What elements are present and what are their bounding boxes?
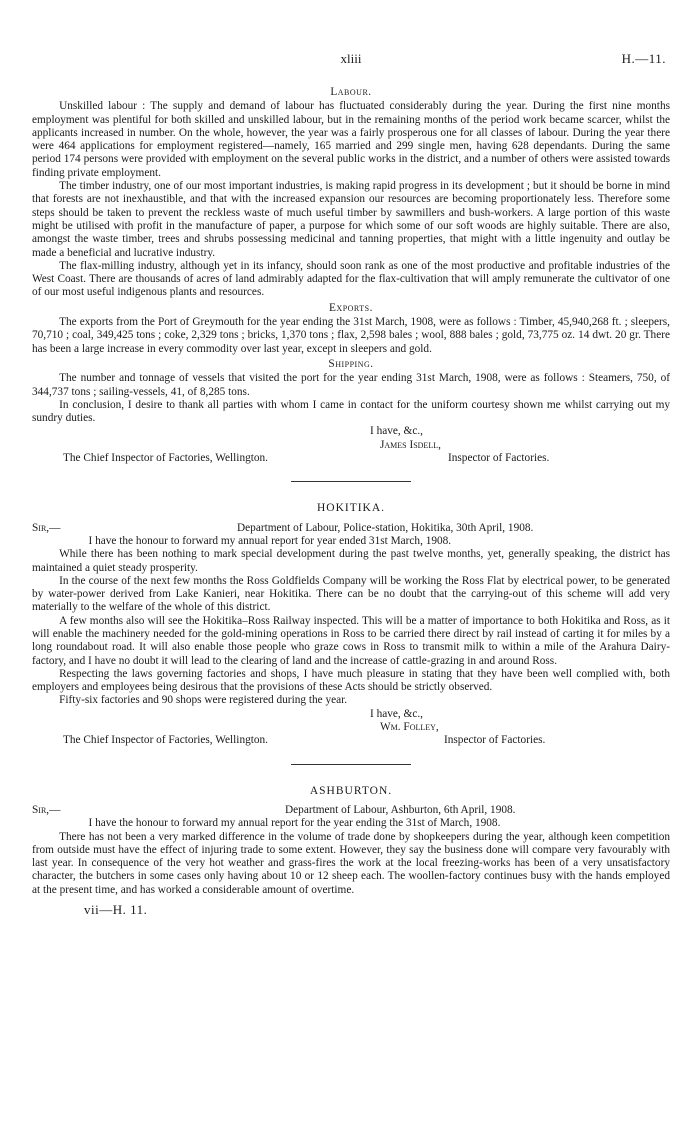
shipping-paragraph: The number and tonnage of vessels that visited the port for the year ending 31st March, 1908, were as follows : Steamers, 750, of 344,737 tons ; sailing-vessels, 41, of 8,285 tons. [32,372,670,398]
labour-paragraph: The timber industry, one of our most important industries, is making rapid progress in its development ; but it should be borne in mind that forests are not inexhaustible, and that with the increased expansion our resources are becoming proportionately less. Therefore some steps should be taken to prevent the reckless waste of much useful timber by sawmillers and bush-workers. A large portion of this waste might be utilised with profit in the manufacture of paper, a purpose for which some of our soft woods are highly suitable. There are also, amongst the waste timber, trees and shrubs possessing medicinal and tanning properties, that might with a little ingenuity and outlay be made a beneficial and lucrative industry. [32,180,670,259]
ashburton-salutation: Sir,— [32,803,61,816]
shipping-closing-row [32,425,670,438]
ashburton-section [32,785,670,897]
page-header [32,52,670,86]
signature-mark: vii—H. 11. [84,902,148,918]
shipping-section [32,358,670,465]
labour-heading: Labour. [330,86,372,98]
hokitika-opening: I have the honour to forward my annual report for year ended 31st March, 1908. [88,534,452,547]
hokitika-signatory: Wm. Folley, [380,721,439,734]
hokitika-salutation: Sir,— [32,521,61,534]
hokitika-address-row [32,522,670,535]
document-reference: H.—11. [621,51,666,66]
section-divider [291,481,411,482]
ashburton-opening: I have the honour to forward my annual report for the year ending the 31st of March, 1908. [88,817,501,830]
labour-section [32,86,670,300]
hokitika-paragraph: Respecting the laws governing factories and shops, I have much pleasure in stating that they have been well complied with, both employers and employees being desirous that the provisions of these Acts should be strictly observed. [32,667,670,694]
hokitika-address: Department of Labour, Police-station, Hokitika, 30th April, 1908. [237,521,534,534]
hokitika-addressee-row [32,734,670,747]
hokitika-paragraph: In the course of the next few months the Ross Goldfields Company will be working the Ross Flat by electrical power, to be generated by water-power derived from Lake Kanieri, near Hokitika. There can be no doubt that the carrying-out of this scheme will add very materially to the welfare of the whole of this district. [32,574,670,614]
shipping-paragraph: In conclusion, I desire to thank all parties with whom I came in contact for the uniform courtesy shown me whilst carrying out my sundry duties. [32,398,670,425]
hokitika-paragraph: A few months also will see the Hokitika–Ross Railway inspected. This will be a matter of importance to both Hokitika and Ross, as it will enable the machinery needed for the gold-mining operations in Ross to be carried there direct by rail instead of carting it for miles by a long roundabout road. It will also enable those people who graze cows in Ross to transmit milk to within a mile of the Arahura Dairy-factory, and I have no doubt it will lead to the clearing of land and the increase of cattle-grazing in and around Ross. [32,614,670,667]
hokitika-signatory-row [32,721,670,734]
labour-paragraph: Unskilled labour : The supply and demand of labour has fluctuated considerably during the year. During the first nine months employment was plentiful for both skilled and unskilled labour, but in the remaining months of the period work became scarcer, whilst the applicants increased in number. On the whole, however, the year was a fairly prosperous one for all classes of labour. During the year there were 464 applications for employment registered—namely, 165 married and 299 single men, having 628 dependants. During the same period 174 persons were provided with employment on the several public works in the district, and a number of others were assisted towards finding private employment. [32,100,670,179]
section-divider [291,764,411,765]
shipping-signatory-row [32,439,670,452]
hokitika-paragraph: Fifty-six factories and 90 shops were registered during the year. [59,694,348,707]
shipping-heading: Shipping. [328,357,374,370]
hokitika-inspector-title: Inspector of Factories. [444,734,546,747]
ashburton-paragraph: There has not been a very marked difference in the volume of trade done by shopkeepers during the year, although keen competition from outside must have the effect of injuring trade to some extent. However, they say the business done will compare very favourably with last year. In consequence of the very hot weather and grass-fires the work at the local freezing-works has been of a very unsatisfactory character, the butchers in some cases only having about 10 or 12 sheep each. The woollen-factory continues busy with the hands employed at the present time, and has worked a considerable amount of overtime. [32,830,670,896]
shipping-addressee: The Chief Inspector of Factories, Wellington. [63,452,268,465]
labour-paragraph: The flax-milling industry, although yet in its infancy, should soon rank as one of the most productive and profitable industries of the West Coast. There are thousands of acres of land admirably adapted for the flax-cultivation that will amply remunerate the cultivator of one of our most useful indigenous plants and resources. [32,259,670,299]
hokitika-paragraph: While there has been nothing to mark special development during the past twelve months, yet, generally speaking, the district has maintained a quiet steady prosperity. [32,548,670,574]
hokitika-closing-row [32,708,670,721]
shipping-addressee-row [32,452,670,465]
hokitika-section [32,502,670,747]
exports-section [32,302,670,356]
exports-heading: Exports. [329,301,373,314]
ashburton-heading: ASHBURTON. [309,784,393,797]
page-number: xliii [340,51,362,66]
ashburton-address-row [32,804,670,817]
exports-paragraph: The exports from the Port of Greymouth for the year ending the 31st March, 1908, were as follows : Timber, 45,940,268 ft. ; sleepers, 70,710 ; coal, 349,425 tons ; coke, 2,329 tons ; bricks, 1,370 tons ; flax, 2,598 bales ; wool, 888 bales ; gold, 73,775 oz. 14 dwt. 20 gr. There has been a large increase in every commodity over last year, except in sleepers and gold. [32,316,670,355]
shipping-signatory: James Isdell, [380,438,441,451]
hokitika-closing: I have, &c., [370,707,424,720]
shipping-inspector-title: Inspector of Factories. [448,452,550,465]
hokitika-addressee: The Chief Inspector of Factories, Wellington. [63,734,268,747]
ashburton-address: Department of Labour, Ashburton, 6th April, 1908. [285,803,516,816]
hokitika-heading: HOKITIKA. [316,502,386,515]
shipping-closing: I have, &c., [370,425,424,438]
